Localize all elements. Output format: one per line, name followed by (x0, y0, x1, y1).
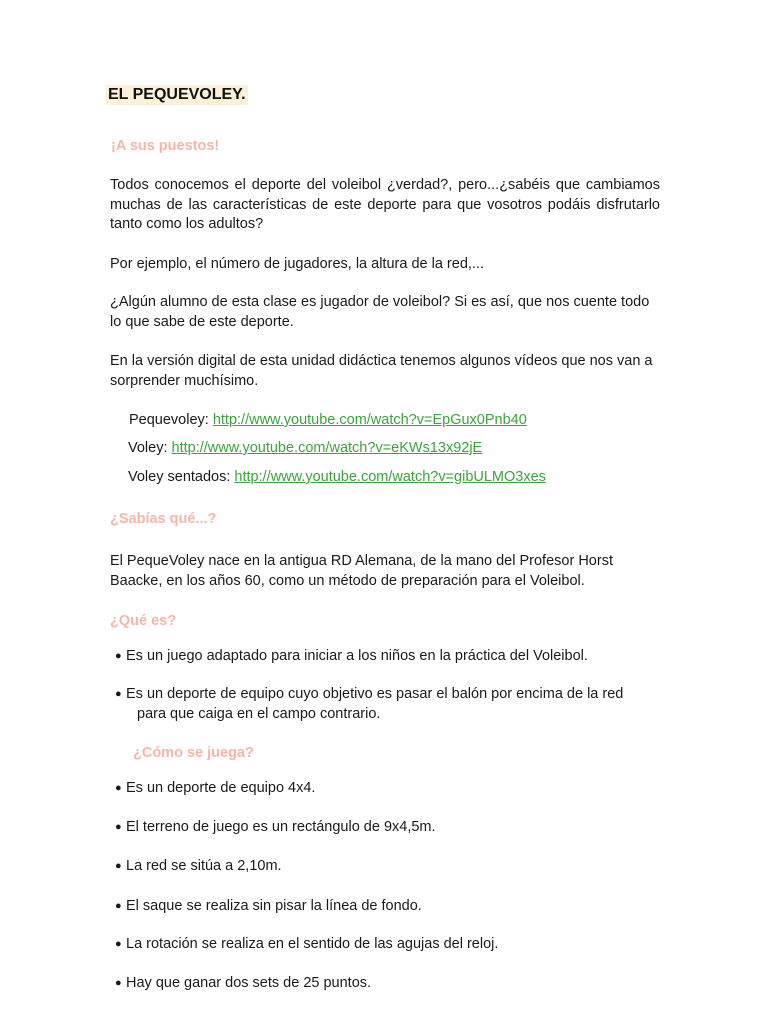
bullet-icon: ● (115, 782, 122, 794)
list-item (115, 857, 675, 877)
list-item (115, 897, 675, 917)
bullet-icon: ● (115, 821, 122, 833)
list-item-text-continuation: para que caiga en el campo contrario. (137, 705, 381, 722)
list-item-text: El terreno de juego es un rectángulo de 9x4,5m. (126, 819, 436, 835)
video-link-label: Voley sentados: (128, 469, 235, 485)
section-a-sus-puestos: ¡A sus puestos! (111, 138, 220, 154)
video-link-label: Voley: (128, 440, 172, 456)
list-item-text: Es un deporte de equipo cuyo objetivo es pasar el balón por encima de la red (126, 686, 624, 702)
list-item-text: Es un deporte de equipo 4x4. (126, 780, 316, 796)
bullet-icon: ● (115, 938, 122, 950)
video-link-row (129, 412, 527, 428)
bullet-icon: ● (115, 900, 122, 912)
list-item-text: El saque se realiza sin pisar la línea de fondo. (126, 898, 422, 914)
paragraph-intro: Todos conocemos el deporte del voleibol ¿verdad?, pero...¿sabéis que cambiamos muchas de las características de este deporte para que vosotros podáis disfrutarlo tanto como los adultos? (110, 177, 660, 232)
list-item-text: La rotación se realiza en el sentido de las agujas del reloj. (126, 936, 499, 952)
video-link-voley[interactable]: http://www.youtube.com/watch?v=eKWs13x92jE (171, 440, 483, 456)
video-link-label: Pequevoley: (129, 412, 213, 428)
section-como-se-juega: ¿Cómo se juega? (133, 745, 254, 761)
video-link-row (128, 440, 482, 456)
list-item (115, 685, 675, 724)
page-title: EL PEQUEVOLEY. (108, 86, 246, 103)
section-que-es: ¿Qué es? (110, 613, 177, 629)
bullet-icon: ● (115, 688, 122, 700)
list-item (115, 818, 675, 838)
list-item (115, 935, 675, 955)
paragraph-historia: El PequeVoley nace en la antigua RD Alemana, de la mano del Profesor Horst Baacke, en los años 60, como un método de preparación para el Voleibol. (110, 553, 613, 589)
video-link-row (128, 469, 546, 485)
list-item-text: Hay que ganar dos sets de 25 puntos. (126, 975, 372, 991)
list-item (115, 779, 675, 799)
paragraph-ejemplo: Por ejemplo, el número de jugadores, la altura de la red,... (110, 256, 484, 272)
list-item (115, 647, 675, 667)
bullet-icon: ● (115, 977, 122, 989)
video-link-voley-sentados[interactable]: http://www.youtube.com/watch?v=gibULMO3xes (234, 469, 546, 485)
list-item-text: La red se sitúa a 2,10m. (126, 858, 282, 874)
bullet-icon: ● (115, 860, 122, 872)
paragraph-alumno: ¿Algún alumno de esta clase es jugador de voleibol? Si es así, que nos cuente todo lo que sabe de este deporte. (110, 294, 650, 330)
list-item-text: Es un juego adaptado para iniciar a los niños en la práctica del Voleibol. (126, 648, 588, 664)
section-sabias-que: ¿Sabías qué...? (110, 511, 217, 527)
bullet-icon: ● (115, 650, 122, 662)
paragraph-version-digital: En la versión digital de esta unidad didáctica tenemos algunos vídeos que nos van a sorprender muchísimo. (110, 353, 653, 389)
list-item (115, 974, 675, 994)
video-link-pequevoley[interactable]: http://www.youtube.com/watch?v=EpGux0Pnb40 (212, 412, 527, 428)
